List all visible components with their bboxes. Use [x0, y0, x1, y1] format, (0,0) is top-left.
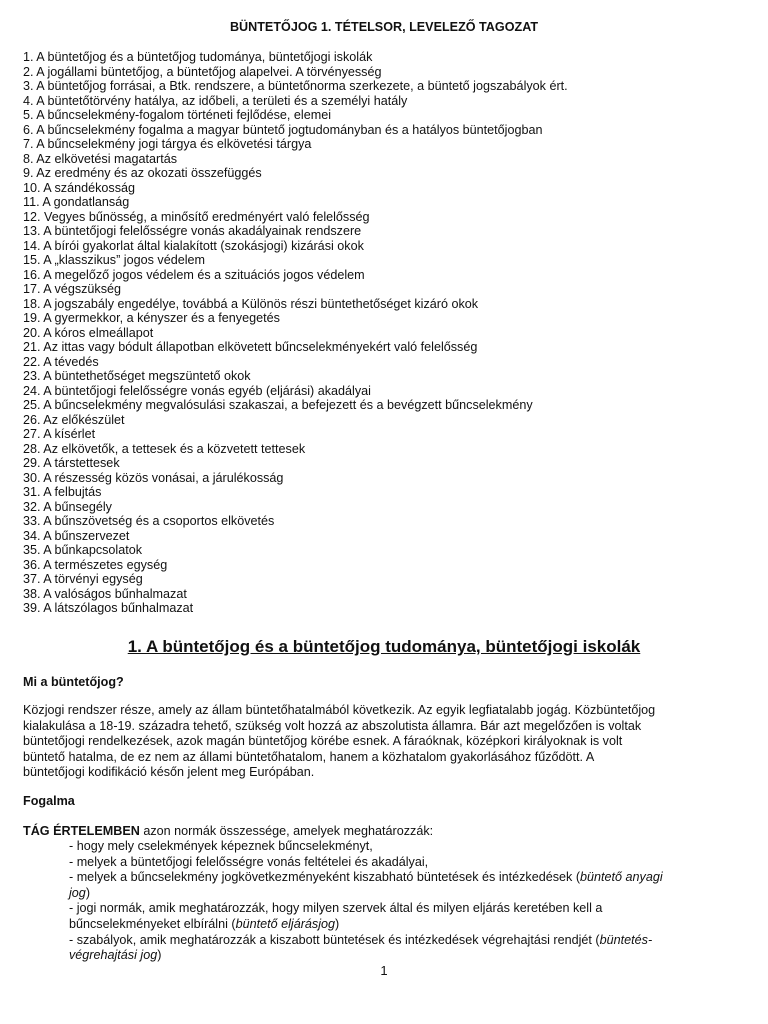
bullet-line — [69, 933, 749, 949]
topic-list-item: 25. A bűncselekmény megvalósulási szakaszai, a befejezett és a bevégzett bűncselekmény — [23, 398, 533, 412]
paragraph-line: büntetőjogi kodifikáció későn jelent meg Európában. — [23, 765, 315, 780]
topic-list-item: 4. A büntetőtörvény hatálya, az időbeli, a területi és a személyi hatály — [23, 93, 408, 108]
topic-list-item: 10. A szándékosság — [23, 180, 136, 195]
bullet-italic-term: büntetés- — [599, 932, 653, 947]
bullet-closing: ) — [85, 885, 91, 900]
topic-list-item: 32. A bűnsegély — [23, 499, 112, 514]
bullet-line — [69, 917, 749, 933]
topic-list-item: 22. A tévedés — [23, 354, 99, 369]
paragraph-line: Közjogi rendszer része, amely az állam büntetőhatalmából következik. Az egyik legfiatalabb jogág. Közbüntetőjog — [23, 703, 656, 717]
bullet-text: - melyek a bűncselekmény jogkövetkezményeként kiszabható büntetések és intézkedések ( — [69, 870, 581, 885]
topic-list-item: 34. A bűnszervezet — [23, 528, 130, 543]
definition-bullet — [69, 901, 749, 932]
topic-list-item: 13. A büntetőjogi felelősségre vonás akadályainak rendszere — [23, 224, 362, 238]
wide-sense-rest: azon normák összessége, amelyek meghatározzák: — [139, 824, 434, 838]
topic-list-item: 5. A bűncselekmény-fogalom történeti fejlődése, elemei — [23, 108, 332, 122]
section-title: 1. A büntetőjog és a büntetőjog tudománya, büntetőjogi iskolák — [127, 637, 641, 656]
topic-list-item: 9. Az eredmény és az okozati összefüggés — [23, 166, 262, 180]
topic-list-item: 8. Az elkövetési magatartás — [23, 151, 178, 166]
document-title: BÜNTETŐJOG 1. TÉTELSOR, LEVELEZŐ TAGOZAT — [229, 20, 539, 34]
topic-list-item: 28. Az elkövetők, a tettesek és a közvetett tettesek — [23, 441, 306, 456]
topic-list-item: 11. A gondatlanság — [23, 195, 130, 209]
wide-sense-lead: TÁG ÉRTELEMBEN — [23, 824, 140, 838]
topic-list-item: 15. A „klasszikus” jogos védelem — [23, 253, 205, 267]
bullet-italic-term: végrehajtási jog — [69, 948, 158, 963]
bullet-line — [69, 855, 749, 871]
topic-list-item: 17. A végszükség — [23, 282, 122, 296]
wide-sense-definition — [23, 824, 433, 839]
bullet-text: bűncselekményeket elbírálni ( — [69, 916, 236, 931]
definition-bullet — [69, 855, 749, 871]
topic-list-item: 23. A büntethetőséget megszüntető okok — [23, 369, 251, 383]
bullet-text: - szabályok, amik meghatározzák a kiszabott büntetések és intézkedések végrehajtási rendjét ( — [69, 932, 600, 947]
bullet-italic-term: jog — [69, 885, 86, 900]
bullet-line — [69, 901, 749, 917]
bullet-italic-term: büntető eljárásjog — [235, 916, 336, 931]
bullet-italic-term: büntető anyagi — [580, 870, 663, 885]
bullet-line — [69, 948, 749, 964]
bullet-text: - melyek a büntetőjogi felelősségre vonás feltételei és akadályai, — [69, 854, 429, 869]
bullet-line — [69, 839, 749, 855]
bullet-closing: ) — [157, 948, 162, 963]
bullet-closing: ) — [335, 916, 340, 931]
topic-list-item: 35. A bűnkapcsolatok — [23, 543, 143, 557]
topic-list-item: 16. A megelőző jogos védelem és a szituációs jogos védelem — [23, 267, 365, 282]
topic-list-item: 18. A jogszabály engedélye, továbbá a Különös részi büntethetőséget kizáró okok — [23, 296, 479, 311]
bullet-line — [69, 870, 749, 886]
bullet-text: - jogi normák, amik meghatározzák, hogy milyen szervek által és milyen eljárás keretében kell a — [69, 901, 603, 916]
question-heading: Mi a büntetőjog? — [23, 675, 124, 689]
paragraph-line: büntető hatalma, de ez nem az állami büntetőhatalom, hanem a közhatalom gyakorlásához fűződött. A — [23, 749, 595, 764]
topic-list-item: 38. A valóságos bűnhalmazat — [23, 586, 187, 601]
topic-list-item: 26. Az előkészület — [23, 412, 125, 427]
definition-bullet — [69, 933, 749, 964]
topic-list-item: 1. A büntetőjog és a büntetőjog tudománya, büntetőjogi iskolák — [23, 50, 373, 64]
topic-list-item: 27. A kísérlet — [23, 427, 96, 441]
topic-list — [23, 50, 568, 616]
topic-list-item: 33. A bűnszövetség és a csoportos elkövetés — [23, 514, 275, 528]
topic-list-item: 7. A bűncselekmény jogi tárgya és elkövetési tárgya — [23, 137, 312, 151]
topic-list-item: 30. A részesség közös vonásai, a járulékosság — [23, 470, 284, 485]
topic-list-item: 24. A büntetőjogi felelősségre vonás egyéb (eljárási) akadályai — [23, 383, 371, 398]
definition-bullet — [69, 839, 749, 855]
topic-list-item: 37. A törvényi egység — [23, 572, 143, 586]
topic-list-item: 14. A bírói gyakorlat által kialakított (szokásjogi) kizárási okok — [23, 238, 364, 253]
topic-list-item: 6. A bűncselekmény fogalma a magyar büntető jogtudományban és a hatályos büntetőjogban — [23, 122, 543, 137]
definition-bullet — [69, 870, 749, 901]
topic-list-item: 21. Az ittas vagy bódult állapotban elkövetett bűncselekményekért való felelősség — [23, 340, 478, 354]
intro-paragraph — [23, 703, 745, 781]
bullet-line — [69, 886, 749, 902]
topic-list-item: 2. A jogállami büntetőjog, a büntetőjog alapelvei. A törvényesség — [23, 64, 382, 79]
topic-list-item: 20. A kóros elmeállapot — [23, 325, 154, 340]
topic-list-item: 36. A természetes egység — [23, 557, 168, 572]
definition-bullets — [69, 839, 749, 964]
bullet-text: - hogy mely cselekmények képeznek bűncselekményt, — [69, 839, 373, 853]
paragraph-line: kialakulása a 18-19. századra tehető, szükség volt hozzá az abszolutista államra. Bár azt megelőzően is voltak — [23, 718, 642, 733]
page-number: 1 — [380, 963, 388, 978]
definition-heading: Fogalma — [23, 794, 75, 808]
topic-list-item: 3. A büntetőjog forrásai, a Btk. rendszere, a büntetőnorma szerkezete, a büntető jogszabályok ért. — [23, 79, 568, 93]
paragraph-line: büntetőjogi rendelkezések, azok magán büntetőjog körébe esnek. A fáraóknak, középkori királyoknak is volt — [23, 734, 623, 749]
topic-list-item: 39. A látszólagos bűnhalmazat — [23, 601, 194, 615]
topic-list-item: 12. Vegyes bűnösség, a minősítő eredményért való felelősség — [23, 209, 370, 224]
topic-list-item: 31. A felbujtás — [23, 485, 102, 499]
topic-list-item: 29. A társtettesek — [23, 456, 120, 470]
topic-list-item: 19. A gyermekkor, a kényszer és a fenyegetés — [23, 311, 280, 325]
